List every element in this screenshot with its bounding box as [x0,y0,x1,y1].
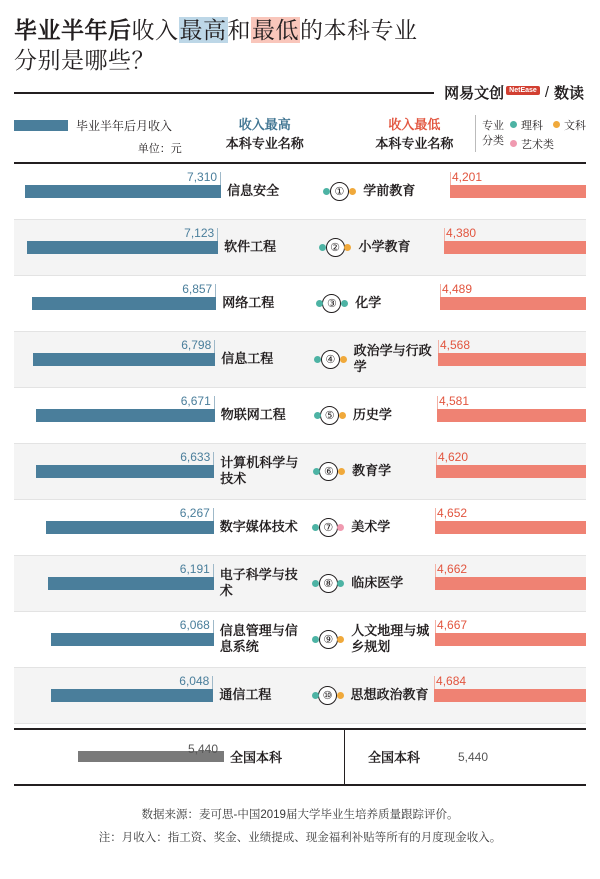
national-total-bar-left-cell [14,730,224,784]
column-header-low-sub: 本科专业名称 [375,136,454,152]
high-bar [27,225,218,254]
high-bar-tick [217,228,218,241]
chart-rows [14,164,586,724]
low-bar-tick [435,620,436,633]
low-major-name: 思想政治教育 [350,687,429,703]
table-row [14,388,586,444]
high-major-name: 电子科学与技术 [219,567,298,599]
category-label-liberal-arts: 文科 [564,119,586,132]
high-bar-tick [212,676,213,689]
high-bar [32,281,216,310]
high-bar [46,505,214,534]
low-major-name: 学前教育 [363,183,416,199]
high-bar-value: 6,857 [182,281,213,296]
low-bar-tick [450,172,451,185]
national-total-row [14,728,586,786]
low-category-dot-icon [337,580,344,587]
legend-unit: 单位：元 [137,142,182,155]
low-bar-tick [434,676,435,689]
rank-cell [309,518,347,537]
high-category-dot-icon [312,524,319,531]
low-bar [440,281,586,310]
rank-cell [313,294,352,313]
low-category-dot-icon [349,188,356,195]
low-bar-cell [450,164,586,219]
low-bar-cell [435,556,586,611]
low-bar-cell [440,276,586,331]
high-bar-value: 6,671 [180,393,211,408]
high-bar [33,337,215,366]
low-category-dot-icon [339,412,346,419]
low-major-name: 历史学 [352,407,392,423]
category-legend-items [510,117,586,152]
category-legend-row-1 [510,117,586,133]
high-category-dot-icon [314,412,321,419]
high-major-name: 软件工程 [224,239,277,255]
low-bar-value: 4,568 [439,337,471,352]
high-category-dot-icon [313,468,320,475]
low-bar-tick [438,340,439,353]
high-bar-cell [14,388,215,443]
national-total-divider [324,730,364,784]
high-major-name: 数字媒体技术 [219,519,298,535]
rank-badge: ① [330,182,349,201]
brand-sub: 数读 [553,84,584,102]
high-category-dot-icon [323,188,330,195]
high-bar-tick [220,172,221,185]
high-category-dot-icon [312,636,319,643]
high-major-name: 物联网工程 [220,407,286,423]
title-highlight-low: 最低 [252,17,299,43]
table-row [14,164,586,220]
rank-cell [309,686,347,705]
high-bar [36,393,215,422]
brand-row [14,82,586,103]
low-bar-tick [435,508,436,521]
low-bar [435,617,586,646]
table-row [14,500,586,556]
national-total-label-right: 全国本科 [368,750,421,766]
high-bar-cell [14,500,214,555]
low-major-name: 化学 [355,295,382,311]
high-bar-cell [14,444,214,499]
table-row [14,220,586,276]
page-title-line-1 [14,16,586,46]
high-bar-tick [214,340,215,353]
low-major-name: 临床医学 [351,575,404,591]
category-label-science: 理科 [521,119,543,132]
brand-divider [14,92,434,94]
high-bar-tick [213,508,214,521]
low-bar [450,169,586,198]
rank-badge: ⑥ [319,462,338,481]
low-category-dot-icon [338,468,345,475]
low-bar-value: 4,489 [441,281,473,296]
low-bar-cell [438,332,586,387]
table-row [14,668,586,724]
high-major-name: 网络工程 [222,295,275,311]
high-bar-cell [14,332,215,387]
brand-separator: / [544,83,549,101]
category-legend-row-2 [510,136,586,152]
national-total-value-right: 5,440 [458,749,489,764]
low-category-dot-icon [337,692,344,699]
low-bar [434,673,586,702]
low-category-dot-icon [340,356,347,363]
category-label-arts: 艺术类 [521,138,554,151]
low-bar-cell [444,220,586,275]
title-block [14,0,586,76]
low-bar-tick [435,564,436,577]
rank-cell [311,406,349,425]
title-highlight-high: 最高 [179,17,227,43]
rank-cell [316,238,355,257]
column-header-high-caption: 收入最高 [238,116,291,132]
footer-note: 注：月收入：指工资、奖金、业绩提成、现金福利补贴等所有的月度现金收入。 [98,831,502,844]
high-bar-tick [214,396,215,409]
low-bar-cell [435,612,586,667]
low-bar-cell [434,668,586,723]
low-major-name: 教育学 [352,463,392,479]
rank-cell [320,182,359,201]
title-bold-part: 毕业半年后 [14,17,132,43]
rank-cell [310,462,348,481]
high-major-name: 信息工程 [221,351,274,367]
category-dot-arts-icon [510,140,517,147]
high-bar-cell [14,276,216,331]
low-bar [444,225,586,254]
brand-logo [444,82,584,103]
title-and: 和 [227,17,251,43]
low-category-dot-icon [337,524,344,531]
low-major-name: 人文地理与城乡规划 [351,623,430,655]
high-bar-value: 6,633 [180,449,211,464]
rank-cell [311,350,349,369]
high-bar-cell [14,668,213,723]
table-row [14,556,586,612]
low-bar [437,393,586,422]
high-bar [51,673,213,702]
low-category-dot-icon [344,244,351,251]
high-bar-tick [213,564,214,577]
table-row [14,444,586,500]
low-bar-value: 4,667 [437,617,468,632]
footer [14,804,586,850]
high-category-dot-icon [312,692,319,699]
category-item-liberal-arts [553,117,586,133]
low-bar-value: 4,620 [437,449,469,464]
high-major-name: 通信工程 [219,687,272,703]
low-major-name: 美术学 [351,519,391,535]
high-major-name: 信息管理与信息系统 [219,623,298,655]
high-bar-value: 6,798 [181,337,212,352]
high-category-dot-icon [319,244,326,251]
title-mid: 收入 [131,17,179,43]
low-bar-value: 4,652 [437,505,468,520]
table-row [14,612,586,668]
category-dot-liberal-arts-icon [553,121,560,128]
low-bar-value: 4,201 [451,169,483,184]
low-bar-tick [437,396,438,409]
rank-cell [309,630,347,649]
low-bar-value: 4,380 [446,225,477,240]
category-dot-science-icon [510,121,517,128]
column-header-low [354,115,475,154]
national-total-label-left: 全国本科 [230,750,283,766]
legend-header [14,115,586,164]
low-major-name: 政治学与行政学 [353,343,432,375]
high-bar [48,561,214,590]
category-legend [475,115,586,152]
footer-source: 数据来源：麦可思-中国2019届大学毕业生培养质量跟踪评价。 [141,808,459,821]
column-header-high-sub: 本科专业名称 [225,136,304,152]
legend-series-label: 毕业半年后月收入 [76,118,173,133]
legend-swatch-high-icon [14,120,68,131]
high-bar-tick [213,620,214,633]
low-bar-tick [444,228,445,241]
high-major-name: 信息安全 [227,183,280,199]
high-bar-value: 6,068 [179,617,210,632]
high-bar-tick [215,284,216,297]
low-bar [436,449,586,478]
national-total-value-left: 5,440 [187,741,218,756]
low-bar [435,561,586,590]
legend-key [14,117,210,134]
high-bar-value: 6,191 [179,561,210,576]
brand-badge: NetEase [506,86,540,95]
low-bar [435,505,586,534]
column-header-low-caption: 收入最低 [388,116,441,132]
rank-badge: ⑩ [318,686,337,705]
high-bar [36,449,214,478]
high-category-dot-icon [312,580,319,587]
high-bar-tick [213,452,214,465]
rank-badge: ⑨ [319,630,338,649]
low-category-dot-icon [337,636,344,643]
title-tail: 的本科专业 [300,17,418,43]
high-bar-cell [14,220,218,275]
low-bar-tick [440,284,441,297]
low-bar-value: 4,684 [436,673,467,688]
page-title-line-2: 分别是哪些？ [14,46,155,73]
low-bar-value: 4,662 [437,561,468,576]
low-bar [438,337,586,366]
low-bar-cell [435,500,586,555]
category-legend-title: 专业 分类 [482,120,504,148]
high-bar [51,617,214,646]
brand-name: 网易文创 [444,84,505,102]
rank-badge: ⑤ [320,406,339,425]
table-row [14,276,586,332]
rank-badge: ⑦ [319,518,338,537]
high-bar-value: 6,048 [179,673,210,688]
legend-left [14,115,210,156]
rank-badge: ③ [322,294,341,313]
low-bar-cell [436,444,586,499]
rank-badge: ② [326,238,345,257]
high-bar-value: 7,123 [184,225,215,240]
rank-badge: ⑧ [319,574,338,593]
high-bar-cell [14,612,214,667]
rank-cell [309,574,347,593]
category-item-arts [510,136,554,152]
rank-badge: ④ [321,350,340,369]
table-row [14,332,586,388]
high-bar-value: 6,267 [179,505,210,520]
category-item-science [510,117,543,133]
high-major-name: 计算机科学与技术 [220,455,299,487]
high-category-dot-icon [316,300,323,307]
high-bar-cell [14,556,214,611]
low-bar-cell [437,388,586,443]
column-header-high [210,115,320,154]
high-bar-cell [14,164,221,219]
low-major-name: 小学教育 [358,239,411,255]
low-category-dot-icon [341,300,348,307]
low-bar-value: 4,581 [438,393,470,408]
low-bar-tick [436,452,437,465]
high-bar-value: 7,310 [187,169,218,184]
high-bar [25,169,221,198]
